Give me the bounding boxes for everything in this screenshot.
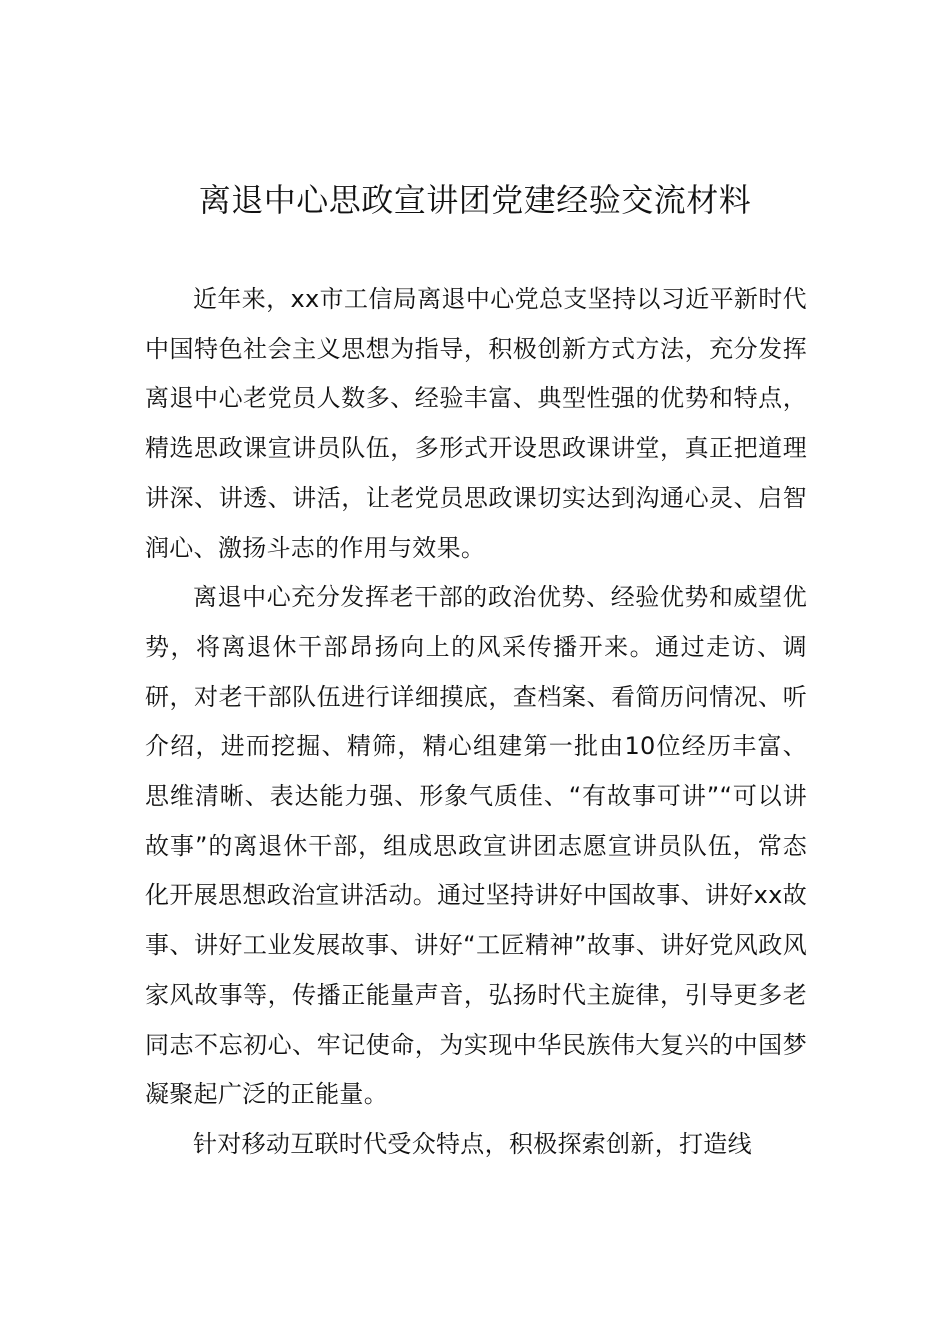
document-title: 离退中心思政宣讲团党建经验交流材料 bbox=[198, 181, 752, 219]
paragraph-1: 近年来，xx市工信局离退中心党总支坚持以习近平新时代中国特色社会主义思想为指导，积极创新方式方法，充分发挥离退中心老党员人数多、经验丰富、典型性强的优势和特点，精选思政课宣讲员队伍，多形式开设思政课讲堂，真正把道理讲深、讲透、讲活，让老党员思政课切实达到沟通心灵、启智润心、激扬斗志的作用与效果。 bbox=[145, 285, 807, 562]
paragraph-2: 离退中心充分发挥老干部的政治优势、经验优势和威望优势，将离退休干部昂扬向上的风采传播开来。通过走访、调研，对老干部队伍进行详细摸底，查档案、看简历问情况、听介绍，进而挖掘、精筛，精心组建第一批由10位经历丰富、思维清晰、表达能力强、形象气质佳、“有故事可讲”“可以讲故事”的离退休干部，组成思政宣讲团志愿宣讲员队伍，常态化开展思想政治宣讲活动。通过坚持讲好中国故事、讲好xx故事、讲好工业发展故事、讲好“工匠精神”故事、讲好党风政风家风故事等，传播正能量声音，弘扬时代主旋律，引导更多老同志不忘初心、牢记使命，为实现中华民族伟大复兴的中国梦凝聚起广泛的正能量。 bbox=[145, 583, 807, 1109]
document-body bbox=[145, 275, 807, 1170]
paragraph-3: 针对移动互联时代受众特点，积极探索创新，打造线 bbox=[193, 1129, 752, 1158]
